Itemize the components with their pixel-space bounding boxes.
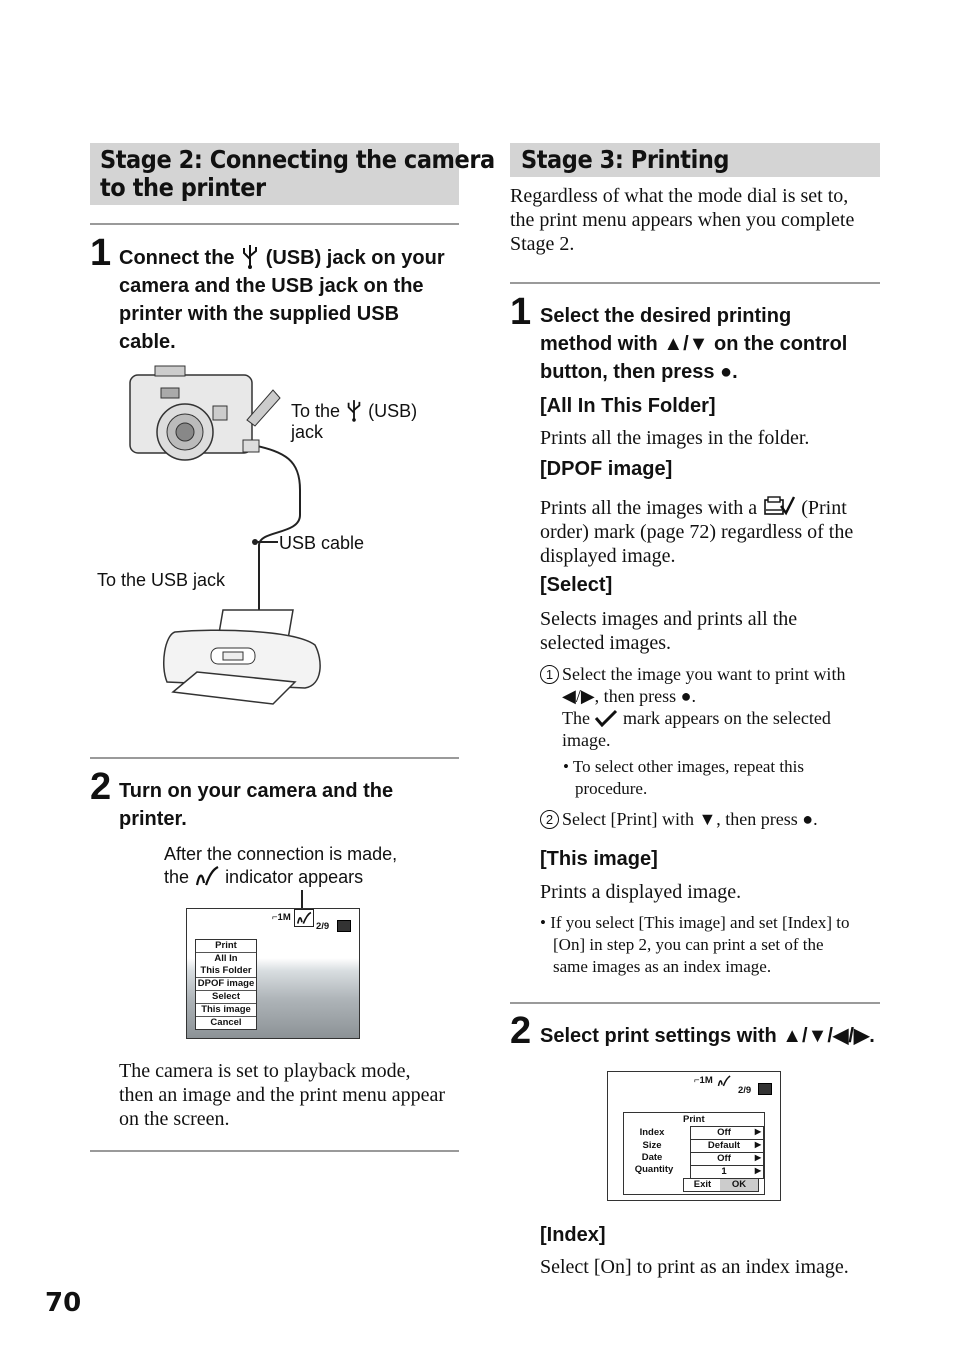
connection-note-rest: indicator appears bbox=[225, 867, 364, 887]
option-select-text bbox=[540, 607, 797, 655]
playback-paragraph bbox=[119, 1059, 464, 1131]
substep-1 bbox=[540, 663, 885, 751]
memory-icon bbox=[758, 1083, 772, 1095]
setting-label-date: Date bbox=[641, 1152, 663, 1163]
step2-line1: Turn on your camera and the bbox=[119, 780, 394, 802]
substep1-line1: Select the image you want to print with bbox=[562, 664, 846, 684]
bullet2-line2: [On] in step 2, you can print a set of the bbox=[553, 935, 824, 954]
step1-line2: method with ▲/▼ on the control bbox=[540, 333, 848, 355]
arrow-right-icon: ▶ bbox=[754, 1153, 761, 1162]
dpof-line2: order) mark (page 72) regardless of the bbox=[540, 521, 854, 543]
step1-line1b: (USB) jack on your bbox=[265, 247, 445, 269]
step1-line2: camera and the USB jack on the bbox=[119, 275, 424, 297]
step1-instruction bbox=[119, 243, 464, 356]
option-all-in-folder-title: [All In This Folder] bbox=[540, 395, 716, 417]
callout-usb: (USB) bbox=[368, 401, 418, 421]
substep1-line4: image. bbox=[562, 730, 611, 750]
callout-usb-jack-camera bbox=[291, 398, 417, 422]
divider bbox=[510, 1002, 880, 1004]
setting-row-size[interactable] bbox=[691, 1140, 763, 1153]
select-line1: Selects images and prints all the bbox=[540, 608, 798, 630]
connection-note bbox=[164, 843, 397, 888]
option-index-title: [Index] bbox=[540, 1224, 606, 1246]
bullet2-line1: • If you select [This image] and set [Index] to bbox=[540, 913, 850, 932]
intro-line3: Stage 2. bbox=[510, 233, 575, 255]
menu-item-this-image[interactable]: This image bbox=[196, 1004, 256, 1017]
option-dpof-title: [DPOF image] bbox=[540, 458, 673, 480]
step1-line1a: Connect the bbox=[119, 247, 235, 269]
connection-note-the: the bbox=[164, 867, 190, 887]
printer-icon bbox=[164, 610, 320, 704]
indicator-leader bbox=[301, 890, 303, 910]
setting-value-size: Default bbox=[707, 1140, 741, 1151]
menu-item-all-in[interactable]: All In bbox=[214, 953, 238, 964]
dpof-line1a: Prints all the images with a bbox=[540, 497, 758, 519]
step1-line4: cable. bbox=[119, 331, 176, 353]
usb-icon bbox=[240, 243, 260, 269]
option-select-title: [Select] bbox=[540, 574, 613, 596]
substep1-line3b: mark appears on the selected bbox=[622, 708, 831, 728]
step-number: 1 bbox=[510, 291, 532, 333]
step-number: 2 bbox=[510, 1010, 532, 1052]
camera-lcd-screen bbox=[186, 908, 360, 1039]
stage2-title-line1: Stage 2: Connecting the camera bbox=[100, 145, 495, 174]
option-this-image-title: [This image] bbox=[540, 848, 658, 870]
menu-item-dpof-image[interactable]: DPOF image bbox=[197, 978, 255, 989]
usb-cable-dot bbox=[252, 539, 258, 545]
bullet1-line2: procedure. bbox=[575, 779, 648, 798]
callout-jack: jack bbox=[291, 422, 324, 442]
print-panel-title: Print bbox=[683, 1114, 705, 1125]
arrow-right-icon: ▶ bbox=[754, 1166, 761, 1175]
step1-line1: Select the desired printing bbox=[540, 305, 792, 327]
option-all-in-folder-text: Prints all the images in the folder. bbox=[540, 427, 810, 449]
pictbridge-icon bbox=[194, 865, 220, 887]
page-number: 70 bbox=[45, 1288, 82, 1318]
option-this-image-text: Prints a displayed image. bbox=[540, 881, 742, 903]
divider bbox=[90, 1150, 459, 1152]
checkmark-icon bbox=[594, 709, 618, 727]
print-settings-screen bbox=[607, 1071, 781, 1201]
bullet1-line1: • To select other images, repeat this bbox=[563, 757, 804, 776]
setting-label-quantity: Quantity bbox=[634, 1164, 674, 1175]
pictbridge-indicator-icon bbox=[716, 1074, 732, 1088]
dpof-line1b: (Print bbox=[801, 497, 847, 519]
intro-line2: the print menu appears when you complete bbox=[510, 209, 855, 231]
option-index-text: Select [On] to print as an index image. bbox=[540, 1256, 849, 1278]
menu-title: Print bbox=[196, 940, 256, 953]
setting-row-date[interactable] bbox=[691, 1153, 763, 1166]
memory-icon bbox=[337, 920, 351, 932]
connection-note-line1: After the connection is made, bbox=[164, 844, 398, 864]
print-menu bbox=[195, 939, 257, 1030]
setting-value-date: Off bbox=[717, 1153, 731, 1164]
setting-row-quantity[interactable] bbox=[691, 1166, 763, 1178]
stage3-title: Stage 3: Printing bbox=[521, 145, 730, 174]
step-number: 2 bbox=[90, 766, 112, 808]
bullet2-line3: same images as an index image. bbox=[553, 957, 772, 976]
pictbridge-indicator-icon bbox=[294, 909, 314, 927]
step1-instruction bbox=[540, 302, 885, 386]
step2-line2: printer. bbox=[119, 808, 187, 830]
image-counter: 2/9 bbox=[316, 921, 330, 932]
setting-value-quantity: 1 bbox=[721, 1166, 727, 1177]
callout-to-the: To the bbox=[291, 401, 341, 421]
circled-number-2: 2 bbox=[540, 810, 559, 829]
setting-label-index: Index bbox=[639, 1127, 665, 1138]
image-counter: 2/9 bbox=[738, 1085, 752, 1096]
exit-button[interactable]: Exit bbox=[683, 1178, 722, 1192]
setting-label-size: Size bbox=[642, 1140, 662, 1151]
intro-line1: Regardless of what the mode dial is set to, bbox=[510, 185, 849, 207]
setting-values bbox=[690, 1126, 764, 1179]
print-order-icon bbox=[762, 495, 796, 519]
step-number: 1 bbox=[90, 232, 112, 274]
usb-icon bbox=[345, 398, 363, 422]
substep-2 bbox=[540, 808, 818, 830]
step1-line3: printer with the supplied USB bbox=[119, 303, 400, 325]
circled-number-1: 1 bbox=[540, 665, 559, 684]
menu-item-this-folder[interactable]: This Folder bbox=[196, 965, 256, 978]
image-size-icon: ⌐1M bbox=[272, 912, 291, 923]
divider bbox=[90, 757, 459, 759]
substep1-line2: ◀/▶, then press ●. bbox=[562, 686, 697, 706]
dpof-line3: displayed image. bbox=[540, 545, 676, 567]
select-line2: selected images. bbox=[540, 632, 672, 654]
image-size-icon: ⌐1M bbox=[694, 1075, 713, 1086]
divider bbox=[510, 282, 880, 284]
setting-value-index: Off bbox=[717, 1127, 731, 1138]
ok-button[interactable]: OK bbox=[720, 1178, 759, 1192]
stage2-title-line2: to the printer bbox=[100, 173, 266, 202]
substep2-text: Select [Print] with ▼, then press ●. bbox=[562, 809, 818, 829]
setting-row-index[interactable] bbox=[691, 1127, 763, 1140]
step2-instruction bbox=[119, 777, 393, 833]
arrow-right-icon: ▶ bbox=[754, 1127, 761, 1136]
playback-line2: then an image and the print menu appear bbox=[119, 1084, 445, 1106]
callout-usb-cable: USB cable bbox=[279, 533, 365, 553]
menu-item-select[interactable]: Select bbox=[196, 991, 256, 1004]
playback-line1: The camera is set to playback mode, bbox=[119, 1060, 411, 1082]
stage3-intro bbox=[510, 184, 885, 256]
usb-cable-leader bbox=[256, 541, 278, 543]
option-dpof-text bbox=[540, 495, 885, 568]
callout-usb-jack-printer: To the USB jack bbox=[97, 570, 226, 590]
arrow-right-icon: ▶ bbox=[754, 1140, 761, 1149]
divider bbox=[90, 223, 459, 225]
print-settings-panel bbox=[623, 1112, 765, 1195]
substep1-line3a: The bbox=[562, 708, 590, 728]
bullet-note-2 bbox=[540, 912, 850, 978]
step1-line3: button, then press ●. bbox=[540, 361, 738, 383]
step2-instruction: Select print settings with ▲/▼/◀/▶. bbox=[540, 1025, 875, 1047]
menu-item-cancel[interactable]: Cancel bbox=[210, 1017, 242, 1028]
playback-line3: on the screen. bbox=[119, 1108, 230, 1130]
bullet-note-1 bbox=[563, 756, 804, 800]
